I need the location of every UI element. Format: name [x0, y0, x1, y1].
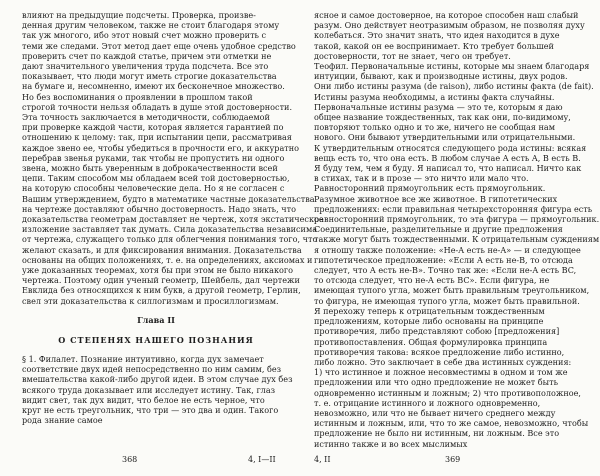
- text-line: видит свет, так дух видит, что белое не есть черное, что: [22, 394, 265, 405]
- text-line: общее название тождественных, так как они, по-видимому,: [314, 112, 571, 123]
- text-line: на бумаге и, несомненно, имеют их бесконечное множество.: [22, 81, 285, 92]
- section-gap: [22, 306, 290, 314]
- text-line: ясное и самое достоверное, на которое способен наш слабый: [314, 10, 579, 20]
- text-line: проверить счет по каждой статье, причем эти отметки не: [22, 50, 272, 61]
- text-line: круг не есть треугольник, что три — это два и один. Такого: [22, 404, 279, 415]
- text-line: предложениях: если правильная четырехсторонняя фигура есть: [314, 203, 593, 214]
- text-line: т. е. отрицание истинного и ложного одновременно,: [314, 397, 541, 408]
- text-line: цепи. Таким способом мы обладаем всей той достоверностью,: [22, 173, 290, 184]
- text-line: Эта точность заключается в методичности, соблюдаемой: [22, 112, 270, 123]
- text-line: противоречия, либо представляют собою [предложения]: [314, 326, 560, 337]
- text-line: Но без воспоминания о проявлении в прошлом такой: [22, 91, 253, 102]
- text-line: Разумное животное все же животное. В гипотетических: [314, 193, 558, 204]
- text-line: вещь есть то, что она есть. В любом случае A есть A, B есть B.: [314, 152, 581, 163]
- text-line: изложение заставляет так думать. Сила доказательства независима: [22, 224, 318, 235]
- text-line: равносторонний прямоугольник, то эта фигура — прямоугольник.: [314, 214, 600, 225]
- text-line: также могут быть тождественными. К отрицательным суждениям: [314, 234, 600, 245]
- left-page-text-before-heading: [22, 10, 324, 306]
- text-line: Вашим утверждением, будто в математике частные доказательства: [22, 193, 315, 204]
- text-line: строгой точности нельзя обладать в душе этой достоверности.: [22, 101, 293, 112]
- text-line: Они либо истины разума (de raison), либо истины факта (de fait).: [314, 81, 594, 92]
- left-page-text-after-heading: [22, 353, 293, 426]
- chapter-label: Глава II: [137, 314, 175, 325]
- text-line: такой, какой он ее воспринимает. Кто требует большей: [314, 40, 554, 51]
- text-line: показывает, что люди могут иметь строгие доказательства: [22, 71, 277, 82]
- text-line: повторяют только одно и то же, ничего не сообщая нам: [314, 122, 555, 133]
- text-line: от чертежа, служащего только для облегчения понимания того, что: [22, 234, 318, 245]
- text-line: противопоставления. Общая формулировка принципа: [314, 336, 548, 347]
- right-page-text: [314, 10, 600, 449]
- text-line: одновременно истинным и ложным; 2) что противоположное,: [314, 387, 581, 398]
- text-line: невозможно, или что не бывает ничего среднего между: [314, 407, 556, 418]
- text-line: Я буду тем, чем я буду. Я написал то, что написал. Ничто как: [314, 163, 582, 174]
- text-line: разум. Оно действует неотразимым образом, не позволяя духу: [314, 20, 585, 31]
- text-line: Равносторонний прямоугольник есть прямоугольник.: [314, 183, 546, 194]
- text-line: звена, можно быть уверенным в доброкачественности всей: [22, 163, 278, 174]
- text-line: то отсюда следует, что не-A есть BC». Если фигура, не: [314, 275, 550, 286]
- text-line: на которую способны человеческие дела. Но я не согласен с: [22, 183, 285, 194]
- text-line: перебрав звенья руками, так чтобы не пропустить ни одного: [22, 152, 285, 163]
- text-line: рода знание самое: [22, 415, 103, 426]
- left-page-section-ref: 4, I—II: [248, 455, 276, 464]
- text-line: уже доказанных теоремах, хотя бы при этом не было никакого: [22, 265, 294, 276]
- text-line: К утвердительным относятся следующего рода истины: всякая: [314, 142, 587, 153]
- text-line: истинным и ложным, или, что то же самое, невозможно, чтобы: [314, 418, 589, 429]
- text-line: желают сказать, и для фиксирования внимания. Доказательства: [22, 244, 302, 255]
- text-line: интуиции, бывают, как и производные истины, двух родов.: [314, 71, 568, 82]
- text-line: доказательства геометрам доставляет не чертеж, хотя экстатическое: [22, 214, 324, 225]
- text-line: то фигура, не имеющая тупого угла, может быть правильной.: [314, 295, 580, 306]
- text-line: я отношу также положение: «Не-A есть не-A» — и следующее: [314, 244, 581, 255]
- text-line: при проверке каждой части, которая является гарантией по: [22, 122, 284, 133]
- text-line: истинно также и во всех мыслимых: [314, 438, 468, 449]
- text-line: предложение не было ни истинным, ни ложным. Все это: [314, 428, 560, 439]
- text-line: гипотетическое предложение: «Если A есть не-B, то отсюда: [314, 254, 573, 265]
- right-page-number: 369: [445, 455, 461, 464]
- left-page: [22, 10, 324, 426]
- text-line: § 1. Филалет. Познание интуитивно, когда дух замечает: [22, 353, 264, 364]
- text-line: дают значительного увеличения труда подсчета. Все это: [22, 61, 269, 72]
- text-line: основаны на общих положениях, т. е. на определениях, аксиомах и: [22, 254, 313, 265]
- text-line: всякого труда доказывает или исследует истину. Так, глаз: [22, 384, 276, 395]
- text-line: Соединительные, разделительные и другие предложения: [314, 224, 563, 235]
- text-line: нового. Они бывают утвердительными или отрицательными.: [314, 132, 576, 143]
- text-line: влияют на предыдущие подсчеты. Проверка, произве-: [22, 10, 256, 20]
- left-page-number: 368: [122, 455, 138, 464]
- text-line: на чертеже доставляют обычно достоверность. Надо знать, что: [22, 203, 296, 214]
- chapter-title: О СТЕПЕНЯХ НАШЕГО ПОЗНАНИЯ: [58, 334, 254, 345]
- text-line: Евклида без относящихся к ним букв, а другой геометр, Герлин,: [22, 285, 301, 296]
- text-line: следует, что A есть не-B». Точно так же: «Если не-A есть BC,: [314, 265, 577, 276]
- text-line: предложении или что одно предложение не может быть: [314, 377, 558, 388]
- text-line: в стихах, так и в прозе — это ничто или мало что.: [314, 173, 529, 184]
- text-line: предложениям, которые либо основаны на принципе: [314, 316, 544, 327]
- text-line: Теофил. Первоначальные истины, которые мы знаем благодаря: [314, 61, 590, 72]
- text-line: денная другим человеком, также не стоит благодаря этому: [22, 20, 280, 31]
- text-line: достоверности, тот не знает, чего он требует.: [314, 50, 511, 61]
- text-line: вмешательства какой-либо другой идеи. В этом случае дух без: [22, 374, 293, 385]
- text-line: теми же следами. Этот метод дает еще очень удобное средство: [22, 40, 296, 51]
- text-line: каждое звено ее, чтобы убедиться в прочности его, и аккуратно: [22, 142, 300, 153]
- text-line: противоречия такова: всякое предложение либо истинно,: [314, 346, 565, 357]
- section-gap: [22, 346, 290, 354]
- text-line: 1) что истинное и ложное несовместимы в одном и том же: [314, 367, 568, 378]
- text-line: либо ложно. Это заключает в себе два истинных суждения:: [314, 356, 572, 367]
- text-line: отношению к целому: так, при испытании цепи, рассматривая: [22, 132, 292, 143]
- text-line: соответствие двух идей непосредственно по ним самим, без: [22, 364, 282, 375]
- text-line: колебаться. Это значит знать, что идея находится в духе: [314, 30, 560, 41]
- text-line: Я перехожу теперь к отрицательным тождественным: [314, 305, 545, 316]
- text-line: Первоначальные истины разума — это те, которым я даю: [314, 101, 563, 112]
- right-page-section-ref: 4, II: [314, 455, 331, 464]
- text-line: чертежа. Поэтому один ученый геометр, Шейбель, дал чертежи: [22, 275, 300, 286]
- text-line: свел эти доказательства к силлогизмам и просиллогизмам.: [22, 295, 279, 306]
- right-page: [314, 10, 600, 449]
- text-line: имеющая тупого угла, может быть правильным треугольником,: [314, 285, 590, 296]
- text-line: Истины разума необходимы, а истины факта случайны.: [314, 91, 555, 102]
- text-line: так уж многого, ибо этот новый счет можно проверить с: [22, 30, 267, 41]
